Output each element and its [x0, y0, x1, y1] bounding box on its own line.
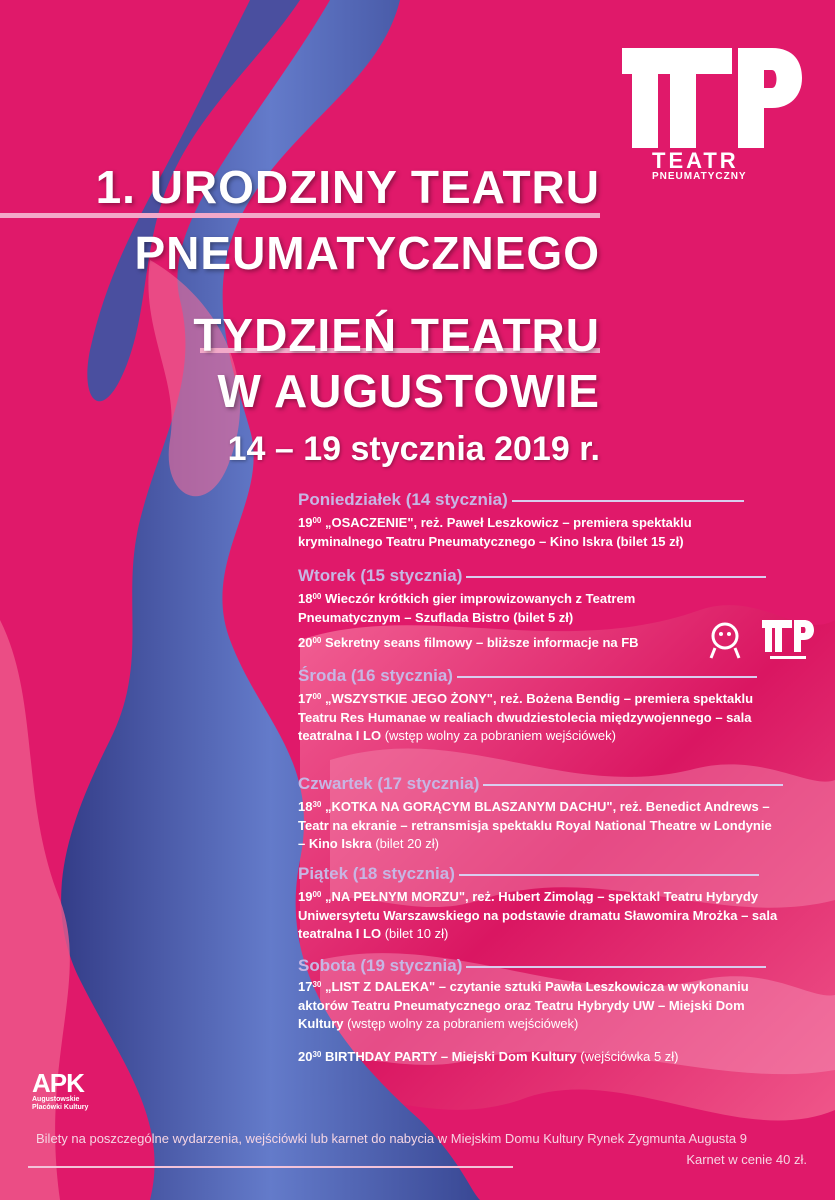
footer-tickets-info: Bilety na poszczególne wydarzenia, wejściówki lub karnet do nabycia w Miejskim Domu Kultury Rynek Zygmunta Augusta 9 — [36, 1131, 747, 1146]
event-hour: 19 — [298, 515, 313, 530]
event-minutes: 00 — [312, 592, 322, 601]
partner-club-logo — [705, 618, 747, 664]
event-minutes: 00 — [312, 890, 322, 899]
day-label: Środa (16 stycznia) — [298, 666, 453, 685]
event-text: BIRTHDAY PARTY – Miejski Dom Kultury — [325, 1049, 577, 1064]
divider — [483, 784, 783, 786]
event-hour: 20 — [298, 635, 313, 650]
event-note: (bilet 10 zł) — [384, 926, 449, 941]
event-text: „KOTKA NA GORĄCYM BLASZANYM DACHU", reż. Benedict Andrews – Teatr na ekranie – retransmisja spektaklu Royal National Theatre w Londynie – Kino Iskra — [298, 799, 772, 851]
day-label: Poniedziałek (14 stycznia) — [298, 490, 508, 509]
event-hour: 18 — [298, 591, 313, 606]
day-heading-thursday — [298, 774, 783, 794]
event-text: Wieczór krótkich gier improwizowanych z Teatrem Pneumatycznym – Szuflada Bistro (bilet 5 zł) — [298, 591, 636, 625]
event-thursday-1 — [298, 798, 778, 854]
event-minutes: 00 — [312, 636, 322, 645]
main-title-line-1: 1. URODZINY TEATRU — [95, 161, 600, 213]
apk-logo: APK — [32, 1068, 84, 1098]
apk-logo-caption — [32, 1096, 88, 1112]
divider — [459, 874, 759, 876]
event-minutes: 30 — [312, 1050, 322, 1059]
teatr-pneumatyczny-logo — [622, 48, 802, 148]
event-hour: 18 — [298, 799, 313, 814]
event-note: (wstęp wolny za pobraniem wejściówek) — [347, 1016, 579, 1031]
day-heading-tuesday — [298, 566, 766, 586]
divider — [466, 576, 766, 578]
event-minutes: 00 — [312, 692, 322, 701]
apk-caption-line-2: Placówki Kultury — [32, 1104, 89, 1111]
day-heading-friday — [298, 864, 759, 884]
event-text: „NA PEŁNYM MORZU", reż. Hubert Zimoląg – spektakl Teatru Hybrydy Uniwersytetu Warszawskiego na podstawie dramatu Sławomira Mrożka – sala teatralna I LO — [298, 889, 778, 941]
event-hour: 19 — [298, 889, 313, 904]
event-wednesday-1 — [298, 690, 778, 746]
main-title-line-3: TYDZIEŃ TEATRU — [193, 309, 600, 361]
event-text: Sekretny seans filmowy – bliższe informacje na FB — [325, 635, 639, 650]
footer-pass-price: Karnet w cenie 40 zł. — [686, 1152, 807, 1167]
day-label: Czwartek (17 stycznia) — [298, 774, 480, 793]
day-label: Sobota (19 stycznia) — [298, 956, 463, 975]
event-tuesday-1 — [298, 590, 718, 627]
divider — [512, 500, 744, 502]
apk-caption-line-1: Augustowskie — [32, 1096, 80, 1103]
event-monday-1 — [298, 514, 778, 551]
main-title-line-4: W AUGUSTOWIE — [217, 365, 600, 417]
event-hour: 17 — [298, 691, 313, 706]
event-dates: 14 – 19 stycznia 2019 r. — [227, 430, 600, 468]
footer-divider — [28, 1166, 513, 1168]
event-hour: 20 — [298, 1049, 313, 1064]
event-tuesday-2 — [298, 634, 698, 653]
day-heading-wednesday — [298, 666, 757, 686]
logo-subword: PNEUMATYCZNY — [652, 171, 747, 182]
event-saturday-1 — [298, 978, 778, 1034]
event-note: (wejściówka 5 zł) — [580, 1049, 679, 1064]
event-hour: 17 — [298, 979, 313, 994]
divider — [466, 966, 766, 968]
small-tp-logo — [762, 620, 814, 662]
event-text: „OSACZENIE", reż. Paweł Leszkowicz – premiera spektaklu kryminalnego Teatru Pneumatycznego – Kino Iskra (bilet 15 zł) — [298, 515, 692, 549]
event-minutes: 00 — [312, 516, 322, 525]
event-text: „WSZYSTKIE JEGO ŻONY", reż. Bożena Bendig – premiera spektaklu Teatru Res Humanae w realiach dwudziestolecia międzywojennego – sala teatralna I LO — [298, 691, 754, 743]
day-heading-monday — [298, 490, 744, 510]
day-heading-saturday — [298, 956, 766, 976]
divider — [457, 676, 757, 678]
day-label: Wtorek (15 stycznia) — [298, 566, 463, 585]
logo-word: TEATR — [652, 148, 739, 173]
event-minutes: 30 — [312, 980, 322, 989]
day-label: Piątek (18 stycznia) — [298, 864, 455, 883]
event-friday-1 — [298, 888, 778, 944]
main-title-line-2: PNEUMATYCZNEGO — [134, 227, 600, 279]
event-note: (bilet 20 zł) — [375, 836, 439, 851]
event-text: „LIST Z DALEKA" – czytanie sztuki Pawła Leszkowicza w wykonaniu aktorów Teatru Pneumatycznego oraz Teatru Hybrydy UW – Miejski Dom Kultury — [298, 979, 749, 1031]
event-minutes: 30 — [312, 800, 322, 809]
event-note: (wstęp wolny za pobraniem wejściówek) — [384, 728, 616, 743]
event-saturday-2 — [298, 1048, 778, 1067]
